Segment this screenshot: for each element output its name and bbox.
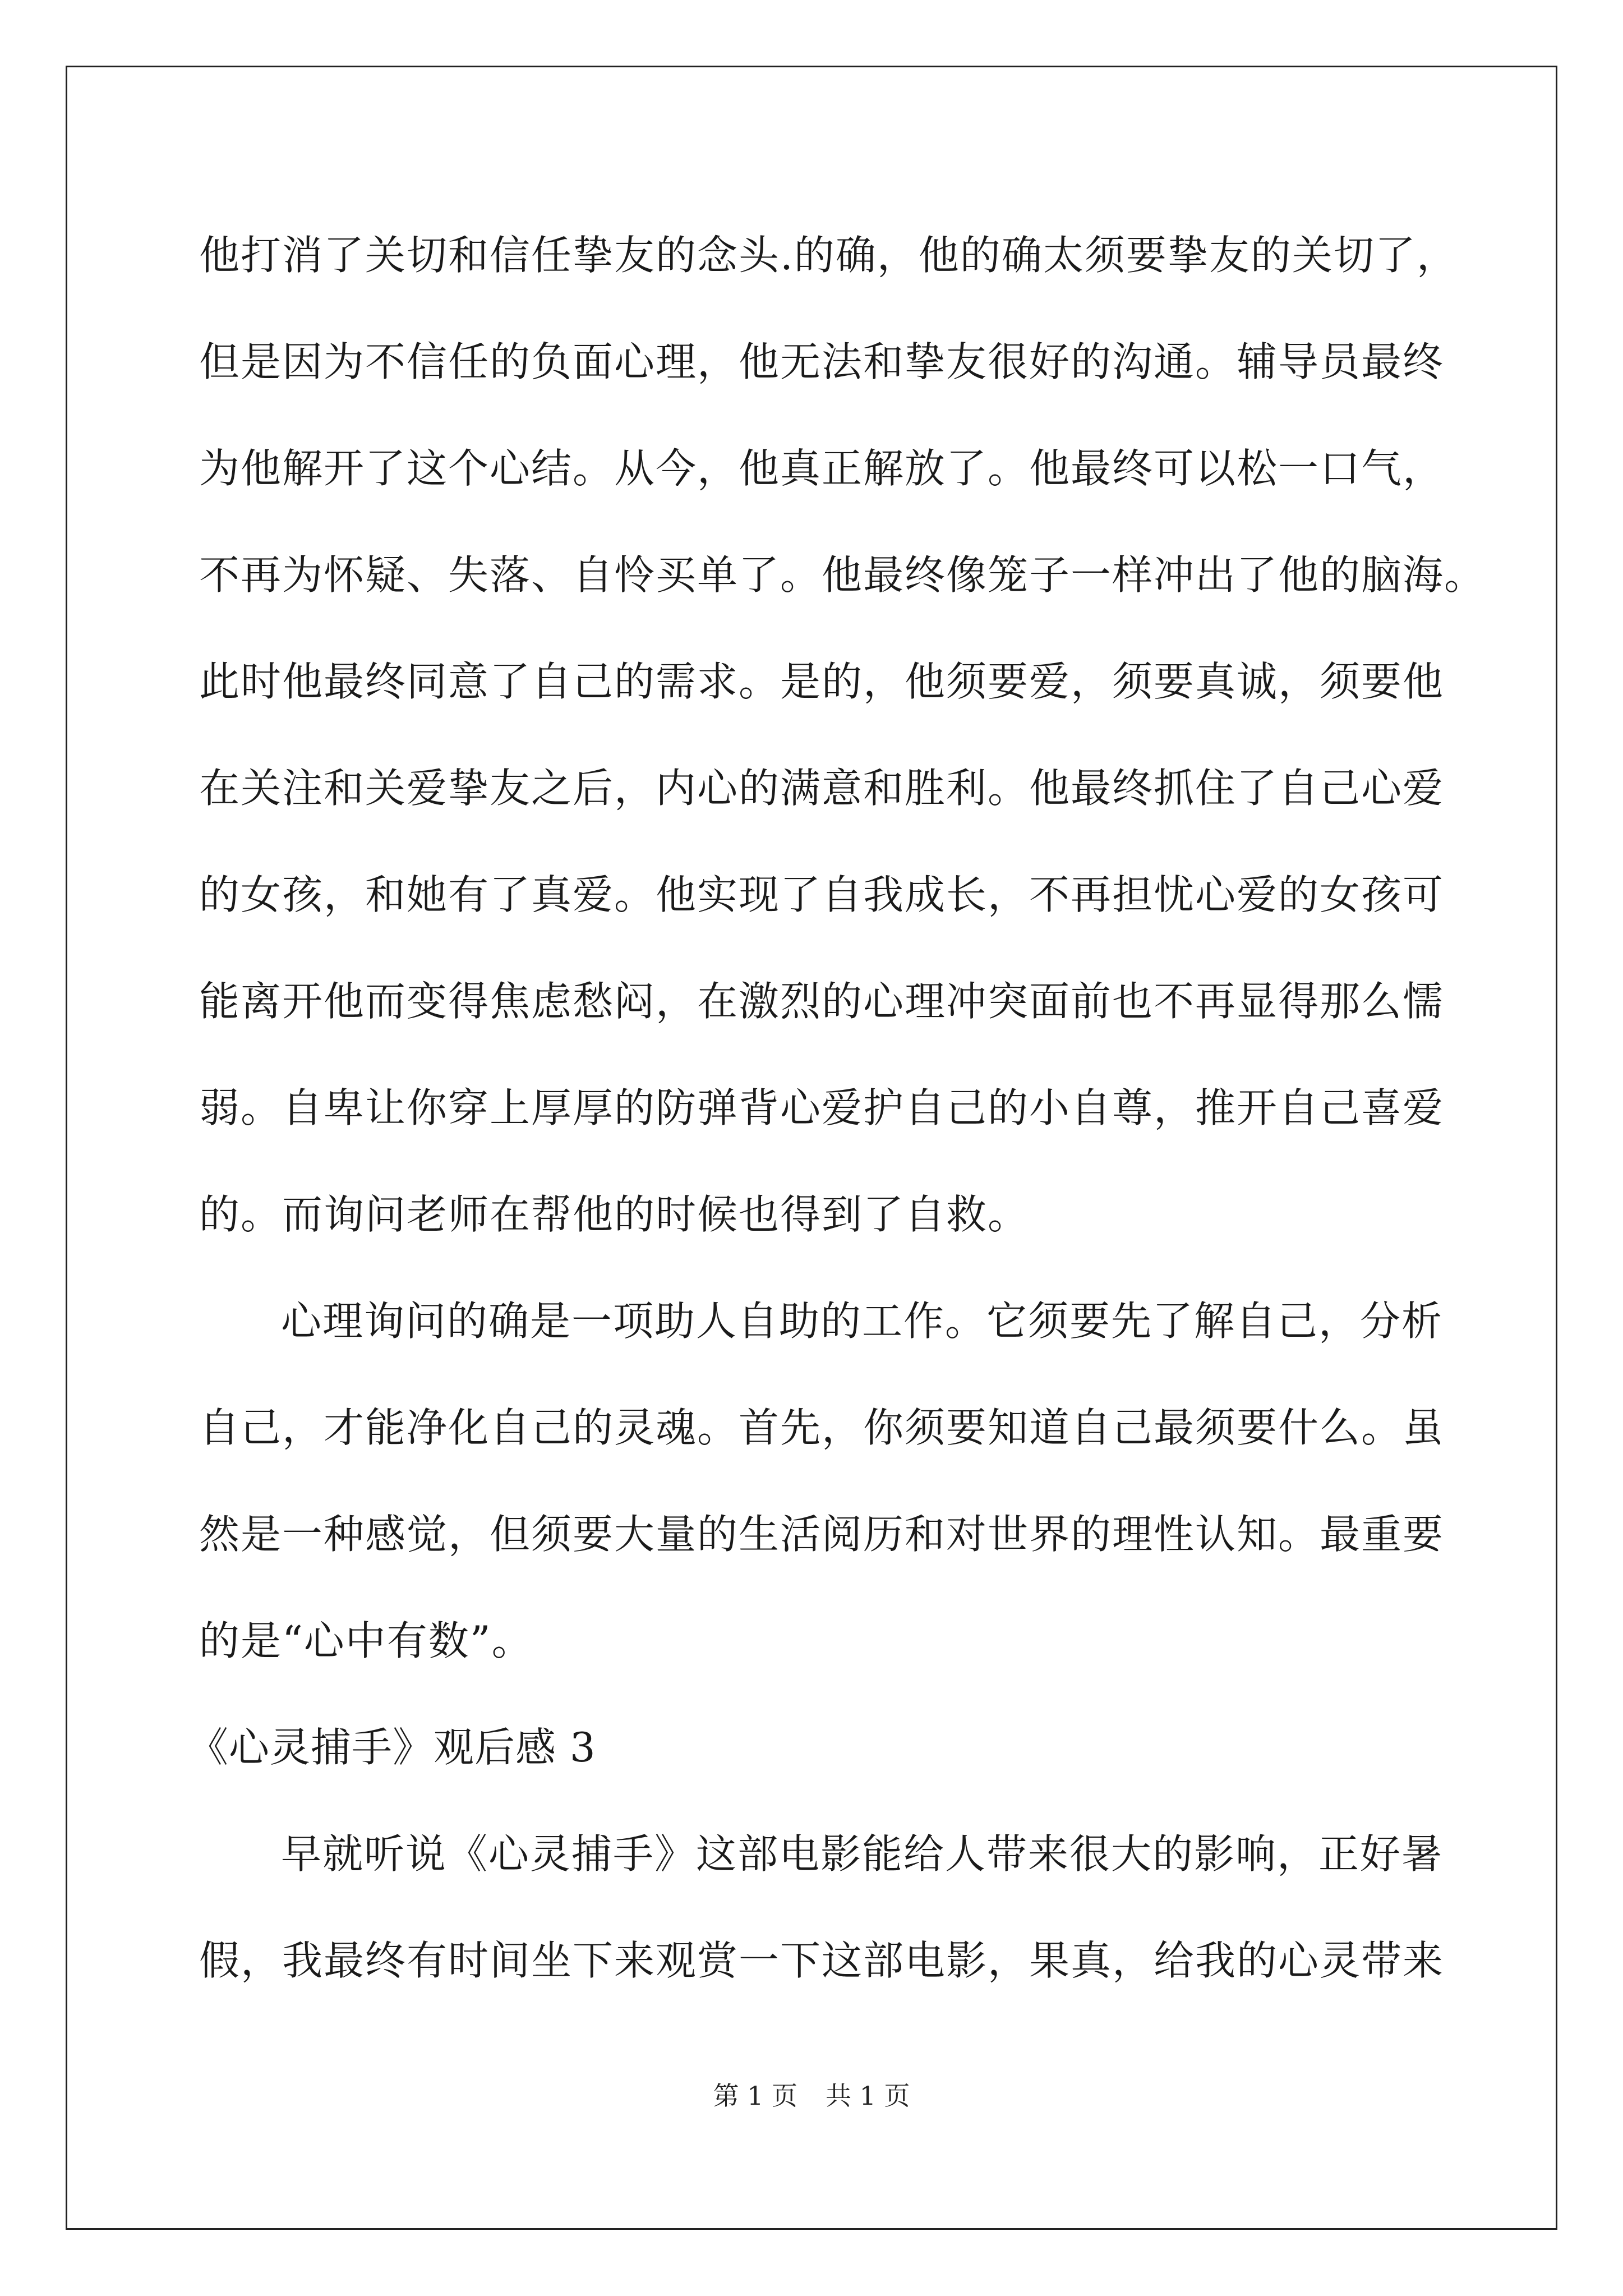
page-footer bbox=[0, 2076, 1623, 2113]
text-line: 在关注和关爱挚友之后，内心的满意和胜利。他最终抓住了自己心爱 bbox=[199, 765, 1445, 812]
text-line: 的女孩，和她有了真爱。他实现了自我成长，不再担忧心爱的女孩可 bbox=[199, 871, 1445, 918]
page-total: 共 1 页 bbox=[826, 2081, 910, 2111]
text-line: 弱。自卑让你穿上厚厚的防弹背心爱护自己的小自尊，推开自己喜爱 bbox=[199, 1084, 1445, 1131]
text-line: 然是一种感觉，但须要大量的生活阅历和对世界的理性认知。最重要 bbox=[199, 1511, 1445, 1558]
text-line: 自己，才能净化自己的灵魂。首先，你须要知道自己最须要什么。虽 bbox=[199, 1404, 1445, 1451]
text-line: 能离开他而变得焦虑愁闷，在激烈的心理冲突面前也不再显得那么懦 bbox=[199, 978, 1445, 1025]
paragraph-start-line: 早就听说《心灵捕手》这部电影能给人带来很大的影响，正好暑 bbox=[281, 1830, 1444, 1878]
text-line: 不再为怀疑、失落、自怜买单了。他最终像笼子一样冲出了他的脑海。 bbox=[199, 551, 1486, 599]
text-line: 为他解开了这个心结。从今，他真正解放了。他最终可以松一口气， bbox=[199, 445, 1445, 492]
section-heading: 《心灵捕手》观后感 3 bbox=[188, 1724, 596, 1771]
document-body bbox=[188, 202, 1486, 2014]
text-line: 此时他最终同意了自己的需求。是的，他须要爱，须要真诚，须要他 bbox=[199, 658, 1445, 705]
text-line: 的是“心中有数”。 bbox=[199, 1617, 533, 1664]
text-line: 他打消了关切和信任挚友的念头.的确，他的确太须要挚友的关切了， bbox=[199, 232, 1458, 279]
text-line: 但是因为不信任的负面心理，他无法和挚友很好的沟通。辅导员最终 bbox=[199, 338, 1445, 385]
paragraph-start-line: 心理询问的确是一项助人自助的工作。它须要先了解自己，分析 bbox=[281, 1297, 1444, 1345]
text-line: 的。而询问老师在帮他的时候也得到了自救。 bbox=[199, 1191, 1030, 1238]
text-line: 假，我最终有时间坐下来观赏一下这部电影，果真，给我的心灵带来 bbox=[199, 1937, 1445, 1984]
page-number: 第 1 页 bbox=[713, 2081, 797, 2111]
